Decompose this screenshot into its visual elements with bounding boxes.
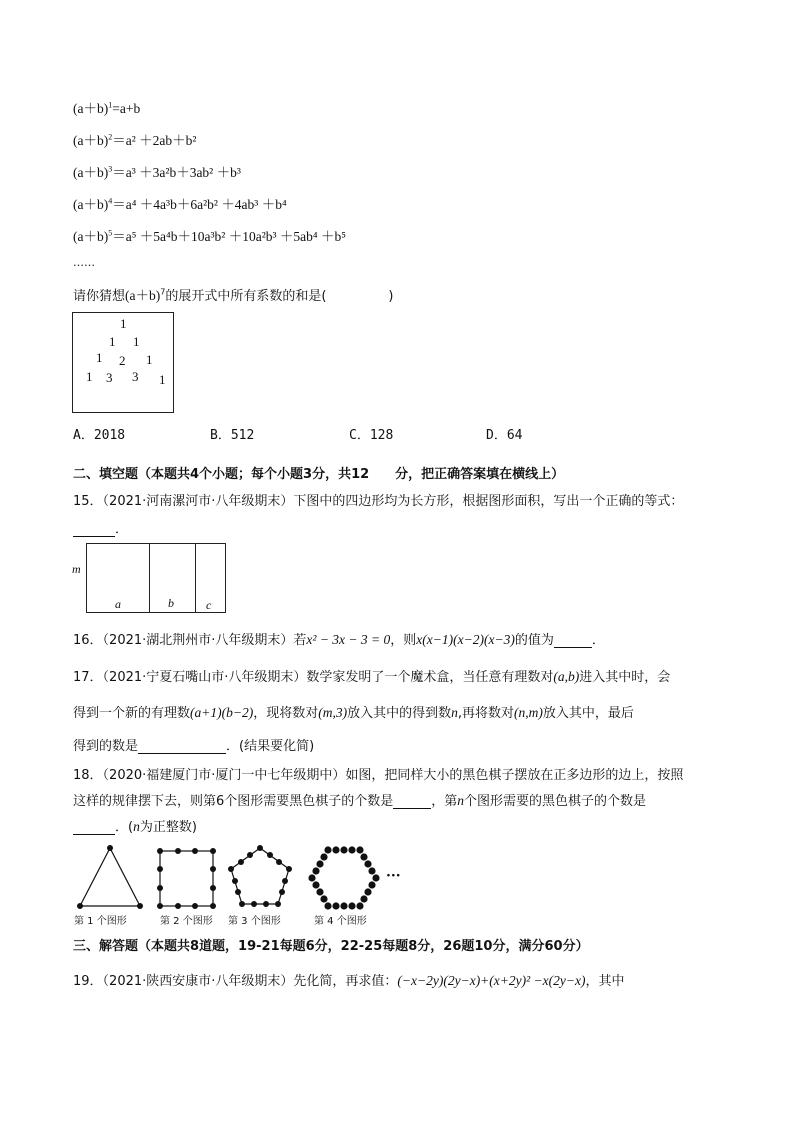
q17-line-3: 得到的数是 ．(结果要化简) — [73, 739, 315, 754]
option-a[interactable]: A．2018 — [73, 428, 126, 443]
pascal-number: 1 — [120, 316, 127, 331]
q15-divider-ab — [149, 543, 150, 612]
pascal-number: 3 — [132, 369, 139, 384]
chess-piece — [77, 903, 83, 909]
triangle-shape — [80, 848, 140, 906]
q17-blank[interactable] — [138, 741, 226, 754]
q15-blank[interactable] — [73, 524, 115, 537]
chess-piece — [137, 903, 143, 909]
pascal-number: 1 — [86, 369, 93, 384]
figure-3-label: 第 3 个图形 — [228, 916, 281, 927]
q18-line-1: 18．（2020·福建厦门市·厦门一中七年级期中）如图，把同样大小的黑色棋子摆放在正多边形的边上，按照 — [73, 768, 684, 783]
expansion-line-3: $(a+b)^3=a^3 +3a^2b+3ab^2 +b^3$ — [73, 164, 241, 180]
expansion-line-1: $(a+b)^1=a+b$ — [73, 100, 141, 116]
q18-blank-1[interactable] — [393, 796, 431, 809]
square-pieces — [157, 848, 216, 909]
q17-line-1: 17．（2021·宁夏石嘴山市·八年级期末）数学家发明了一个魔术盒，当任意有理数对(a,b)进入其中时，会 — [73, 669, 671, 685]
figure-1-label: 第 1 个图形 — [74, 916, 127, 927]
q19-text: 19．（2021·陕西安康市·八年级期末）先化简，再求值：(−x−2y)(2y−x)+(x+2y)² −x(2y−x)，其中 — [73, 973, 625, 989]
pascal-number: 1 — [159, 372, 166, 387]
q15-text: 15．（2021·河南漯河市·八年级期末）下图中的四边形均为长方形，根据图形面积，写出一个正确的等式： — [73, 494, 684, 509]
section-3-title: 三、解答题（本题共8道题，19-21每题6分，22-25每题8分，26题10分，满分60分） — [73, 939, 589, 954]
q15-rectangle — [86, 543, 226, 613]
q15-label-c: c — [206, 598, 212, 612]
q14-prompt: 请你猜想$(a+b)^7$的展开式中所有系数的和是( ) — [73, 287, 394, 304]
q18-blank-2[interactable] — [73, 822, 115, 835]
square-shape — [160, 851, 213, 906]
expansion-line-5: $(a+b)^5=a^5 +5a^4b+10a^3b^2 +10a^2b^3 +5ab^4 +b^5$ — [73, 228, 346, 244]
q16-text: 16．（2021·湖北荆州市·八年级期末）若x² − 3x − 3 = 0，则x(x−1)(x−2)(x−3)的值为 ． — [73, 632, 605, 648]
figure-4-label: 第 4 个图形 — [314, 916, 367, 927]
q18-polygon-figures — [70, 842, 400, 912]
q15-label-a: a — [115, 597, 121, 611]
pascal-number: 1 — [96, 350, 103, 365]
q18-line-3: ．(n为正整数) — [73, 816, 197, 835]
q15-divider-bc — [195, 543, 196, 612]
more-figures-ellipsis: ··· — [386, 868, 401, 884]
option-d[interactable]: D．64 — [486, 428, 523, 443]
q15-label-m: m — [72, 562, 81, 576]
q15-label-b: b — [168, 596, 174, 610]
option-b[interactable]: B．512 — [210, 428, 255, 443]
option-c[interactable]: C．128 — [349, 428, 394, 443]
pentagon-pieces — [228, 845, 292, 907]
q17-line-2: 得到一个新的有理数(a+1)(b−2)，现将数对(m,3)放入其中的得到数n,再将数对(n,m)放入其中，最后 — [73, 705, 634, 721]
q15-answer-line: ． — [73, 518, 128, 537]
ellipsis: …… — [73, 256, 95, 269]
q18-line-2: 这样的规律摆下去，则第6个图形需要黑色棋子的个数是 ，第n个图形需要的黑色棋子的个数是 — [73, 793, 647, 809]
hexagon-pieces — [308, 846, 379, 909]
chess-piece — [107, 845, 113, 851]
pascal-number: 3 — [106, 370, 113, 385]
pascal-number: 2 — [119, 353, 126, 368]
pentagon-shape — [231, 848, 289, 904]
expansion-line-2: $(a+b)^2=a^2 +2ab+b^2$ — [73, 132, 197, 148]
q16-blank[interactable] — [554, 635, 592, 648]
figure-2-label: 第 2 个图形 — [160, 916, 213, 927]
pascal-number: 1 — [146, 352, 153, 367]
pascal-number: 1 — [133, 334, 140, 349]
section-2-title: 二、填空题（本题共4个小题；每个小题3分，共12 分，把正确答案填在横线上） — [73, 467, 565, 482]
pascal-number: 1 — [109, 334, 116, 349]
expansion-line-4: $(a+b)^4=a^4 +4a^3b+6a^2b^2 +4ab^3 +b^4$ — [73, 196, 287, 212]
